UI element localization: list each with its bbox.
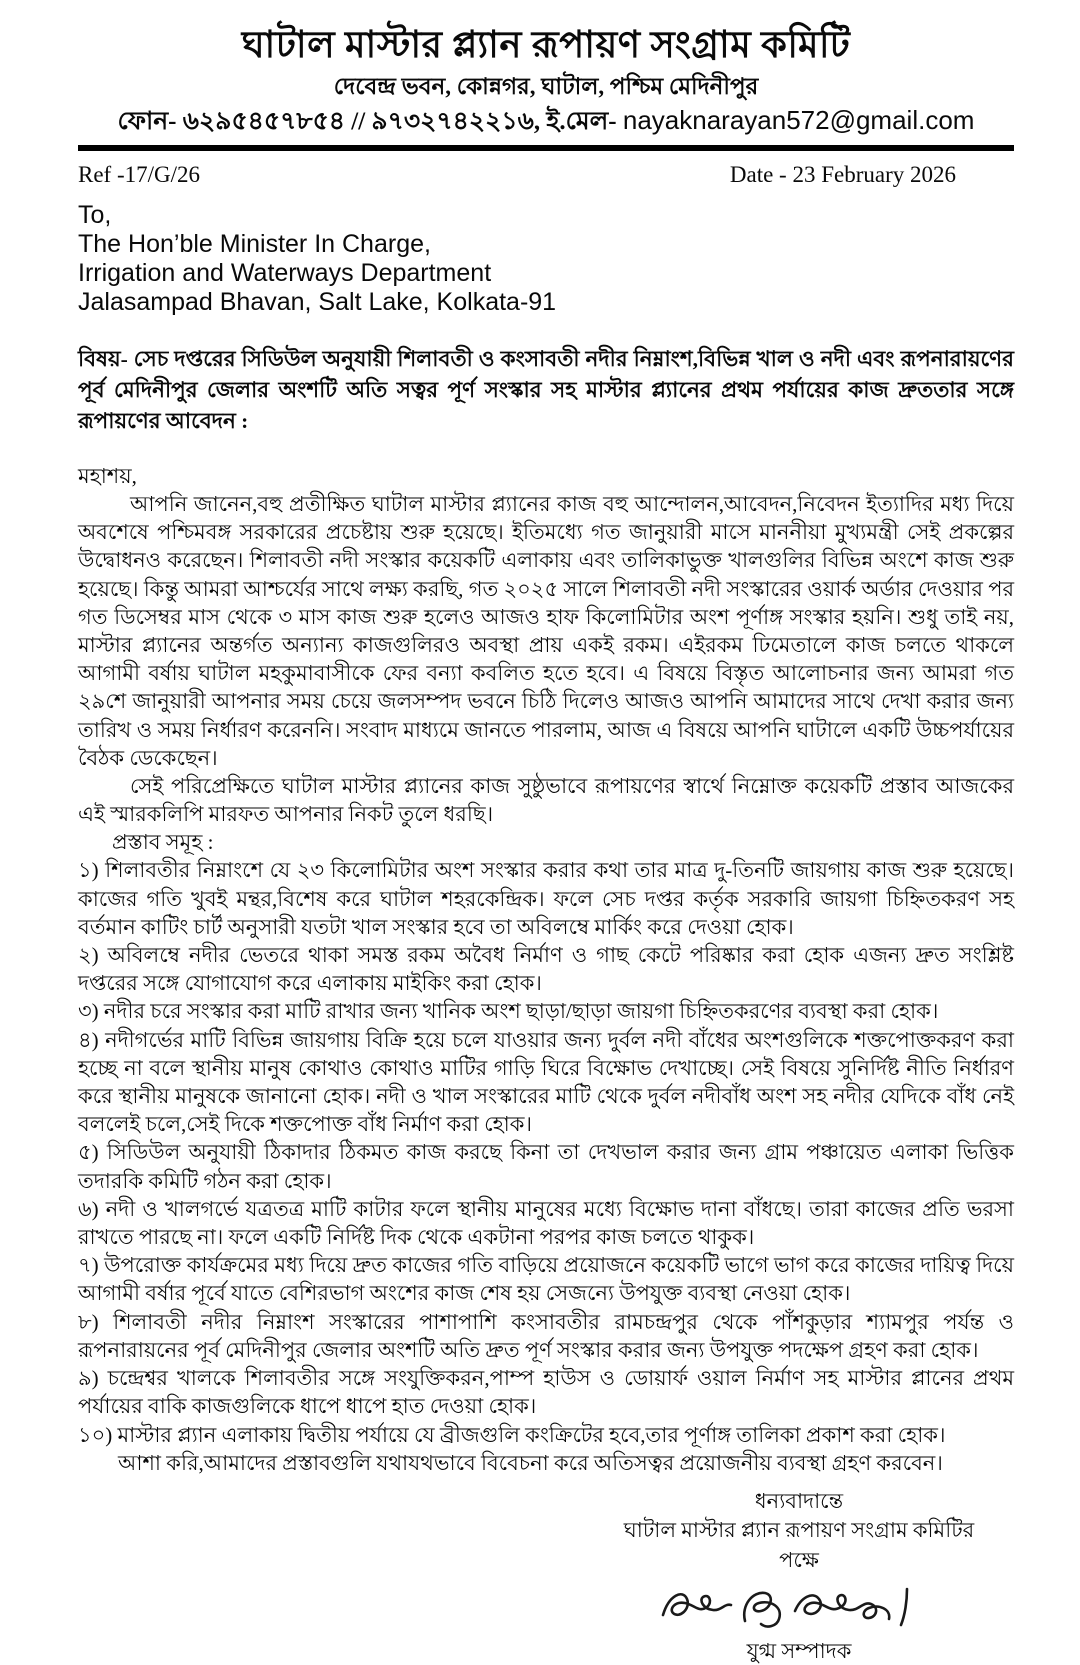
signoff-block: [604, 1487, 994, 1665]
reference-number: Ref -17/G/26: [78, 162, 201, 187]
proposal-item-2: ২) অবিলম্বে নদীর ভেতরে থাকা সমস্ত রকম অবৈধ নির্মাণ ও গাছ কেটে পরিষ্কার করা হোক এজন্য দ্রুত সংশ্লিষ্ট দপ্তরের সঙ্গে যোগাযোগ করে এলাকায় মাইকিং করা হোক।: [78, 943, 1014, 996]
proposal-item-4: ৪) নদীগর্ভের মাটি বিভিন্ন জায়গায় বিক্রি হয়ে চলে যাওয়ার জন্য দুর্বল নদী বাঁধের অংশগুলিকে শক্তপোক্তকরণ করা হচ্ছে না বলে স্থানীয় মানুষ কোথাও কোথাও মাটির গাড়ি ঘিরে বিক্ষোভ দেখাচ্ছে। সেই বিষয়ে সুনির্দিষ্ট নীতি নির্ধারণ করে স্থানীয় মানুষকে জানানো হোক। নদী ও খাল সংস্কারের মাটি থেকে দুর্বল নদীবাঁধ অংশ সহ নদীর যেদিকে বাঁধ নেই বললেই চলে,সেই দিকে শক্তপোক্ত বাঁধ নির্মাণ করা হোক।: [78, 1027, 1014, 1137]
recipient-salutation: To,: [78, 201, 112, 229]
organization-name: ঘাটাল মাস্টার প্ল্যান রূপায়ণ সংগ্রাম কমিটি: [241, 25, 851, 66]
recipient-block: [78, 201, 1014, 317]
organization-address: দেবেন্দ্র ভবন, কোন্নগর, ঘাটাল, পশ্চিম মেদিনীপুর: [333, 74, 759, 99]
proposal-item-7: ৭) উপরোক্ত কার্যক্রমের মধ্য দিয়ে দ্রুত কাজের গতি বাড়িয়ে প্রয়োজনে কয়েকটি ভাগে ভাগ করে কাজের দায়িত্ব দিয়ে আগামী বর্ষার পূর্বে যাতে বেশিরভাগ অংশের কাজ শেষ হয় সেজন্যে উপযুক্ত ব্যবস্থা নেওয়া হোক।: [78, 1253, 1014, 1306]
recipient-department: Irrigation and Waterways Department: [78, 259, 492, 287]
ref-date-row: [78, 162, 1014, 188]
recipient-address: Jalasampad Bhavan, Salt Lake, Kolkata-91: [78, 288, 557, 316]
proposal-item-8: ৮) শিলাবতী নদীর নিম্নাংশ সংস্কারের পাশাপাশি কংসাবতীর রামচন্দ্রপুর থেকে পাঁশকুড়ার শ্যামপুর পর্যন্ত ও রূপনারায়নের পূর্ব মেদিনীপুর জেলার অংশটি অতি দ্রুত পূর্ণ সংস্কার করার জন্য উপযুক্ত পদক্ষেপ গ্রহণ করা হোক।: [78, 1309, 1014, 1362]
proposal-item-1: ১) শিলাবতীর নিম্নাংশে যে ২৩ কিলোমিটার অংশ সংস্কার করার কথা তার মাত্র দু-তিনটি জায়গায় কাজ শুরু হয়েছে। কাজের গতি খুবই মন্থর,বিশেষ করে ঘাটাল শহরকেন্দ্রিক। ফলে সেচ দপ্তর কর্তৃক সরকারি জায়গা চিহ্নিতকরণ সহ বর্তমান কাটিং চার্ট অনুসারী যতটা খাল সংস্কার হবে তা অবিলম্বে মার্কিং করে দেওয়া হোক।: [78, 858, 1014, 939]
subject-line: বিষয়- সেচ দপ্তরের সিডিউল অনুযায়ী শিলাবতী ও কংসাবতী নদীর নিম্নাংশ,বিভিন্ন খাল ও নদী এবং রূপনারায়ণের পূর্ব মেদিনীপুর জেলার অংশটি অতি সত্বর পূর্ণ সংস্কার সহ মাস্টার প্ল্যানের প্রথম পর্যায়ের কাজ দ্রুততার সঙ্গে রূপায়ণের আবেদন :: [78, 347, 1014, 433]
proposal-item-6: ৬) নদী ও খালগর্ভে যত্রতত্র মাটি কাটার ফলে স্থানীয় মানুষের মধ্যে বিক্ষোভ দানা বাঁধছে। তারা কাজের প্রতি ভরসা রাখতে পারছে না। ফলে একটি নির্দিষ্ট দিক থেকে একটানা পরপর কাজ চলতে থাকুক।: [78, 1196, 1014, 1250]
proposals-heading: প্রস্তাব সমূহ :: [112, 830, 214, 855]
proposal-item-3: ৩) নদীর চরে সংস্কার করা মাটি রাখার জন্য খানিক অংশ ছাড়া/ছাড়া জায়গা চিহ্নিতকরণের ব্যবস্থা করা হোক।: [78, 999, 939, 1024]
proposal-item-9: ৯) চন্দ্রেশ্বর খালকে শিলাবতীর সঙ্গে সংযুক্তিকরন,পাম্প হাউস ও ডোয়ার্ফ ওয়াল নির্মাণ সহ মাস্টার প্লানের প্রথম পর্যায়ের বাকি কাজগুলিকে ধাপে ধাপে হাত দেওয়া হোক।: [78, 1366, 1014, 1419]
signature-image: [604, 1577, 994, 1637]
letterhead: [78, 24, 1014, 138]
body-paragraph-1: আপনি জানেন,বহু প্রতীক্ষিত ঘাটাল মাস্টার প্ল্যানের কাজ বহু আন্দোলন,আবেদন,নিবেদন ইত্যাদির মধ্য দিয়ে অবশেষে পশ্চিমবঙ্গ সরকারের প্রচেষ্টায় শুরু হয়েছে। ইতিমধ্যে গত জানুয়ারী মাসে মাননীয়া মুখ্যমন্ত্রী সেই প্রকল্পের উদ্বোধনও করেছেন। শিলাবতী নদী সংস্কার কয়েকটি এলাকায় এবং তালিকাভুক্ত খালগুলির বিভিন্ন অংশে কাজ শুরু হয়েছে। কিন্তু আমরা আশ্চর্যের সাথে লক্ষ্য করছি, গত ২০২৫ সালে শিলাবতী নদী সংস্কারের ওয়ার্ক অর্ডার দেওয়ার পর গত ডিসেম্বর মাস থেকে ৩ মাস কাজ শুরু হলেও আজও হাফ কিলোমিটার অংশ পূর্ণাঙ্গ সংস্কার হয়নি। শুধু তাই নয়, মাস্টার প্ল্যানের অন্তর্গত অন্যান্য কাজগুলিরও অবস্থা প্রায় একই রকম। এইরকম ঢিমেতালে কাজ চলতে থাকলে আগামী বর্ষায় ঘাটাল মহকুমাবাসীকে ফের বন্যা কবলিত হতে হবে। এ বিষয়ে বিস্তৃত আলোচনার জন্য আমরা গত ২৯শে জানুয়ারী আপনার সময় চেয়ে জলসম্পদ ভবনে চিঠি দিলেও আজও আপনি আমাদের সাথে দেখা করার জন্য তারিখ ও সময় নির্ধারণ করেননি। সংবাদ মাধ্যমে জানতে পারলাম, আজ এ বিষয়ে আপনি ঘাটালে একটি উচ্চপর্যায়ের বৈঠক ডেকেছেন।: [78, 492, 1014, 770]
proposal-item-5: ৫) সিডিউল অনুযায়ী ঠিকাদার ঠিকমত কাজ করছে কিনা তা দেখভাল করার জন্য গ্রাম পঞ্চায়েত এলাকা ভিত্তিক তদারকি কমিটি গঠন করা হোক।: [78, 1140, 1014, 1193]
email-address: nayaknarayan572@gmail.com: [622, 105, 975, 135]
contact-line: [78, 104, 1014, 138]
closing-request: আশা করি,আমাদের প্রস্তাবগুলি যথাযথভাবে বিবেচনা করে অতিসত্বর প্রয়োজনীয় ব্যবস্থা গ্রহণ করবেন।: [118, 1450, 943, 1475]
phone-numbers: ফোন- ৬২৯৫৪৫৭৮৫৪ // ৯৭৩২৭৪২২১৬, ই.মেল-: [117, 108, 623, 135]
recipient-title: The Hon’ble Minister In Charge,: [78, 230, 431, 258]
letter-date: Date - 23 February 2026: [729, 162, 956, 187]
designation-line: যুগ্ম সম্পাদক: [746, 1638, 852, 1663]
thanks-line: ধন্যবাদান্তে: [754, 1488, 844, 1513]
proposal-item-10: ১০) মাস্টার প্ল্যান এলাকায় দ্বিতীয় পর্যায়ে যে ব্রীজগুলি কংক্রিটের হবে,তার পূর্ণাঙ্গ তালিকা প্রকাশ করা হোক।: [78, 1422, 946, 1447]
on-behalf-line: ঘাটাল মাস্টার প্ল্যান রূপায়ণ সংগ্রাম কমিটির পক্ষে: [623, 1517, 975, 1572]
salutation: মহাশয়,: [78, 464, 137, 488]
body-paragraph-2: সেই পরিপ্রেক্ষিতে ঘাটাল মাস্টার প্ল্যানের কাজ সুষ্ঠুভাবে রূপায়ণের স্বার্থে নিম্নোক্ত কয়েকটি প্রস্তাব আজকের এই স্মারকলিপি মারফত আপনার নিকট তুলে ধরছি।: [78, 774, 1014, 827]
header-divider: [78, 145, 1014, 151]
signature-icon: [649, 1577, 949, 1635]
